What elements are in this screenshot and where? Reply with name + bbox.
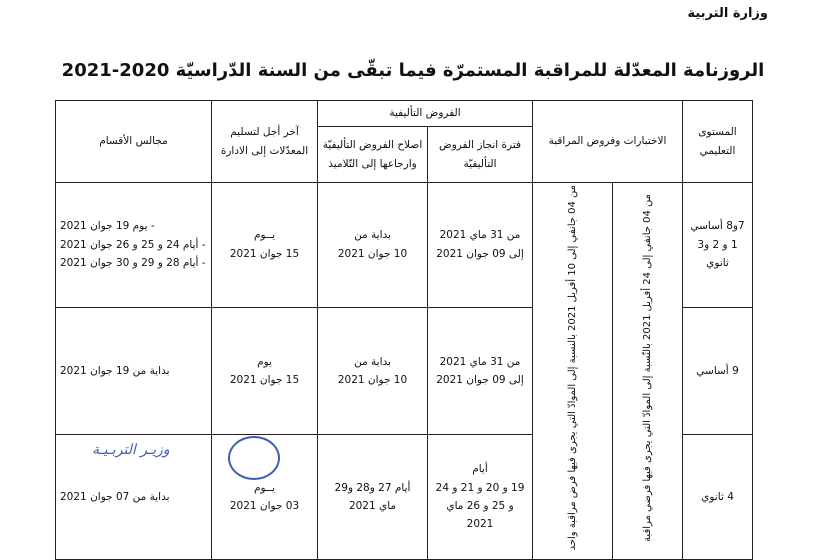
table-row (56, 183, 753, 308)
tests-cell-a (613, 183, 683, 560)
calendar-table (55, 100, 753, 560)
official-stamp (228, 436, 280, 480)
row-deadline: يــوم 15 جوان 2021 (212, 183, 318, 308)
row-councils: بداية من 19 جوان 2021 (56, 307, 212, 435)
ministry-name: وزارة التربية (687, 6, 768, 21)
header-level: المستوى التعليمي (683, 101, 753, 183)
header-tests: الاختبارات وفروض المراقبة (533, 101, 683, 183)
row-level: 7و8 أساسي 1 و 2 و3 ثانوي (683, 183, 753, 308)
signature: وزيـر التربـيـة (92, 442, 170, 458)
row-period: من 31 ماي 2021 إلى 09 جوان 2021 (428, 183, 533, 308)
tests-cell-b (533, 183, 613, 560)
row-councils: بداية من 07 جوان 2021 (56, 435, 212, 560)
header-deadline: آخر أجل لتسليم المعدّلات إلى الادارة (212, 101, 318, 183)
row-correction: بداية من 10 جوان 2021 (318, 307, 428, 435)
tests-text-a: من 04 جانفي إلى 24 أفريل 2021 بالنّسبة إلى الموادّ التي يجرى فيها فرضي مراقبة (642, 193, 654, 542)
tests-text-b: من 04 جانفي إلى 10 أفريل 2021 بالنسبة إلى الموادّ التي يجرى فيها فرض مراقبة واحد (567, 185, 579, 551)
row-level: 9 أساسي (683, 307, 753, 435)
row-correction: أيام 27 و28 و29 ماي 2021 (318, 435, 428, 560)
header-correction: اصلاح الفروض التأليفيّة وارجاعها إلى التّلاميذ (318, 127, 428, 183)
row-deadline: يــوم 03 جوان 2021 (212, 435, 318, 560)
row-correction: بداية من 10 جوان 2021 (318, 183, 428, 308)
page-title: الروزنامة المعدّلة للمراقبة المستمرّة فيما تبقّى من السنة الدّراسيّة 2020-2021 (61, 60, 765, 81)
row-period: أيام 19 و 20 و 21 و 24 و 25 و 26 ماي 2021 (428, 435, 533, 560)
header-assignments-group: الفروض التأليفية (318, 101, 533, 127)
row-period: من 31 ماي 2021 إلى 09 جوان 2021 (428, 307, 533, 435)
row-councils: - يوم 19 جوان 2021 - أيام 24 و 25 و 26 جوان 2021 - أيام 28 و 29 و 30 جوان 2021 (56, 183, 212, 308)
header-councils: مجالس الأقسام (56, 101, 212, 183)
row-deadline: يوم 15 جوان 2021 (212, 307, 318, 435)
header-assignment-period: فترة انجاز الفروض التأليفيّة (428, 127, 533, 183)
row-level: 4 ثانوي (683, 435, 753, 560)
